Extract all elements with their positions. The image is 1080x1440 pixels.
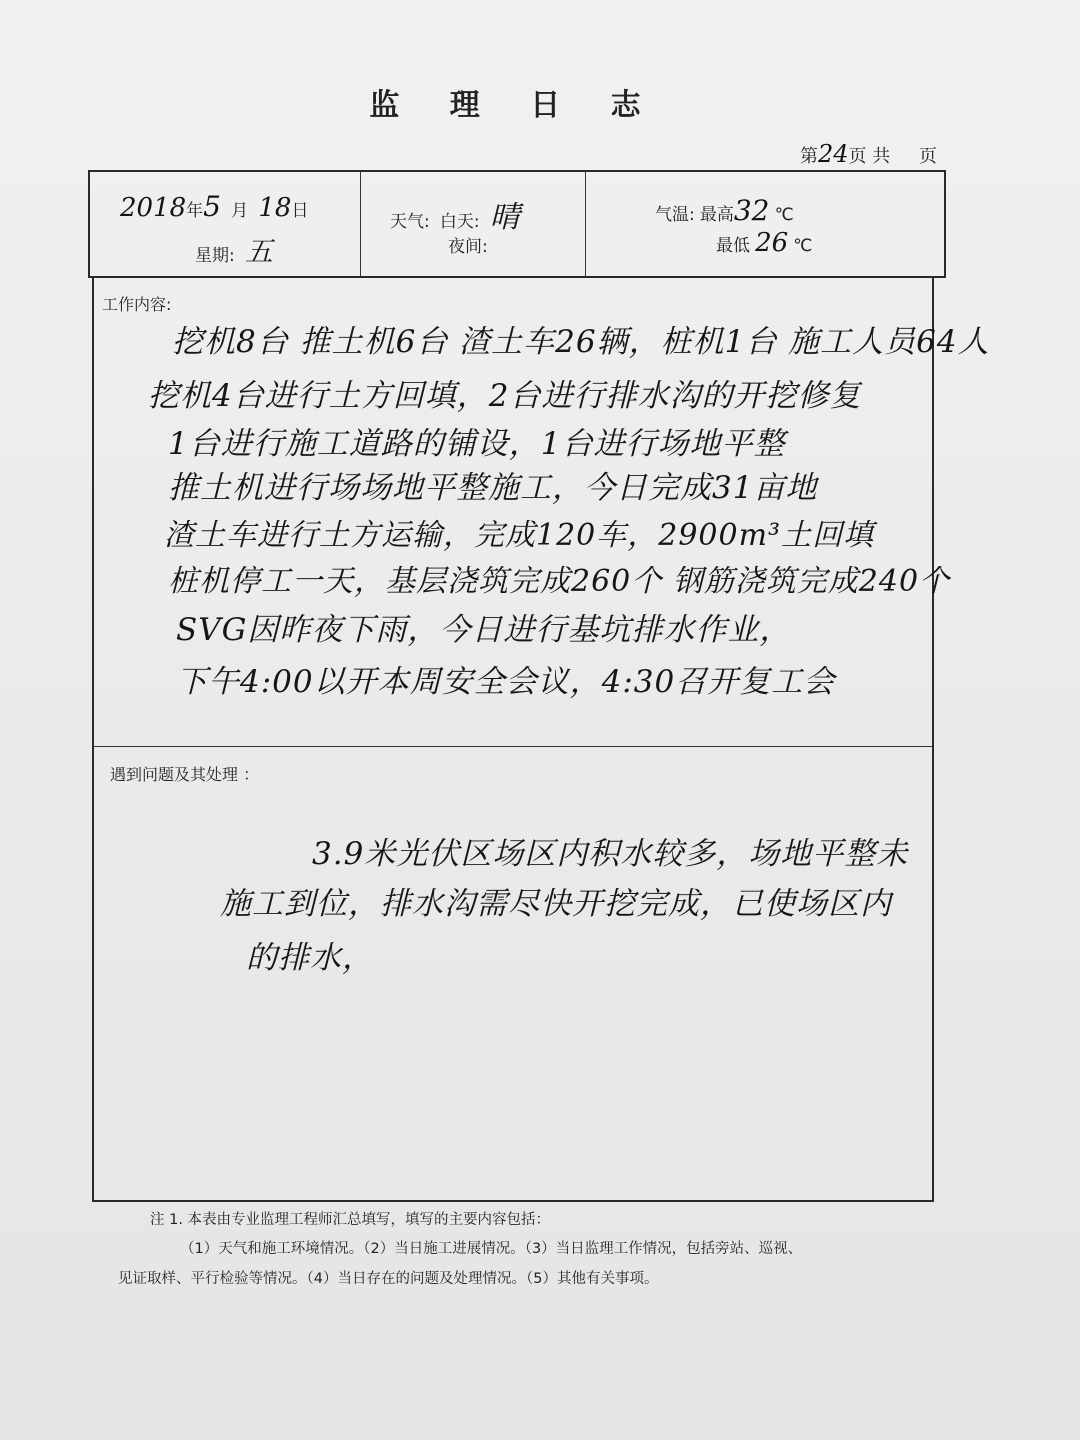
temp-low-value: 26 [755,228,789,258]
temp-low-unit: ℃ [793,236,813,256]
temp-high-unit: ℃ [774,205,794,225]
header-divider-2 [585,171,586,277]
date-month: 5 [203,190,221,223]
weather-day-value: 晴 [489,200,520,235]
temp-label: 气温: [655,205,695,225]
date-field [120,190,308,223]
work-line-2: 挖机4台进行土方回填，2台进行排水沟的开挖修复 [148,378,862,414]
page-mid: 页 共 [848,146,891,167]
temp-high-value: 32 [733,194,770,227]
temp-low-field [716,228,812,258]
weekday-value: 五 [244,235,273,268]
work-label: 工作内容: [102,295,172,314]
note-line-2: （1）天气和施工环境情况。（2）当日施工进展情况。（3）当日监理工作情况，包括旁站、巡视、 [180,1241,803,1257]
page-title: 监 理 日 志 [369,88,661,123]
note-line-3: 见证取样、平行检验等情况。（4）当日存在的问题及处理情况。（5）其他有关事项。 [118,1271,659,1287]
header-divider-1 [360,171,361,277]
problem-line-1: 3.9米光伏区场区内积水较多，场地平整未 [312,836,909,872]
work-line-8: 下午4:00以开本周安全会议，4:30召开复工会 [176,664,836,700]
weather-night-label: 夜间: [448,237,488,257]
work-line-1: 挖机8台 推土机6台 渣土车26辆，桩机1台 施工人员64人 [172,324,990,360]
work-line-6: 桩机停工一天，基层浇筑完成260个 钢筋浇筑完成240个 [168,564,951,599]
date-day: 18 [258,193,292,223]
date-year-label: 年 [186,201,204,221]
weekday-label: 星期: [195,246,235,266]
problem-line-3: 的排水， [246,940,374,976]
page-number: 24 [818,140,849,168]
work-line-4: 推土机进行场场地平整施工，今日完成31亩地 [168,470,818,506]
problem-line-2: 施工到位，排水沟需尽快开挖完成，已使场区内 [220,886,892,922]
weather-day-field [390,192,520,236]
temp-high-label: 最高 [699,205,734,225]
problems-label: 遇到问题及其处理 ： [110,765,260,784]
work-line-3: 1台进行施工道路的铺设，1台进行场地平整 [168,426,786,462]
work-line-7: SVG因昨夜下雨，今日进行基坑排水作业， [176,612,792,648]
note-line-1: 注 1. 本表由专业监理工程师汇总填写，填写的主要内容包括： [150,1212,551,1228]
date-year: 2018 [120,193,187,223]
page-number-info [800,140,937,168]
work-line-5: 渣土车进行土方运输，完成120车，2900m³土回填 [164,518,875,553]
date-day-label: 日 [291,201,309,221]
section-divider [93,746,933,747]
page-prefix: 第 [800,146,818,167]
weekday-field [195,230,273,270]
page-suffix: 页 [918,146,937,167]
date-month-label: 月 [231,201,249,221]
body-table [92,277,934,1202]
weather-night-field [448,232,488,257]
temp-low-label: 最低 [716,236,750,256]
weather-day-label: 白天: [439,212,480,232]
weather-label: 天气: [390,212,430,232]
temp-high-field [655,194,794,227]
